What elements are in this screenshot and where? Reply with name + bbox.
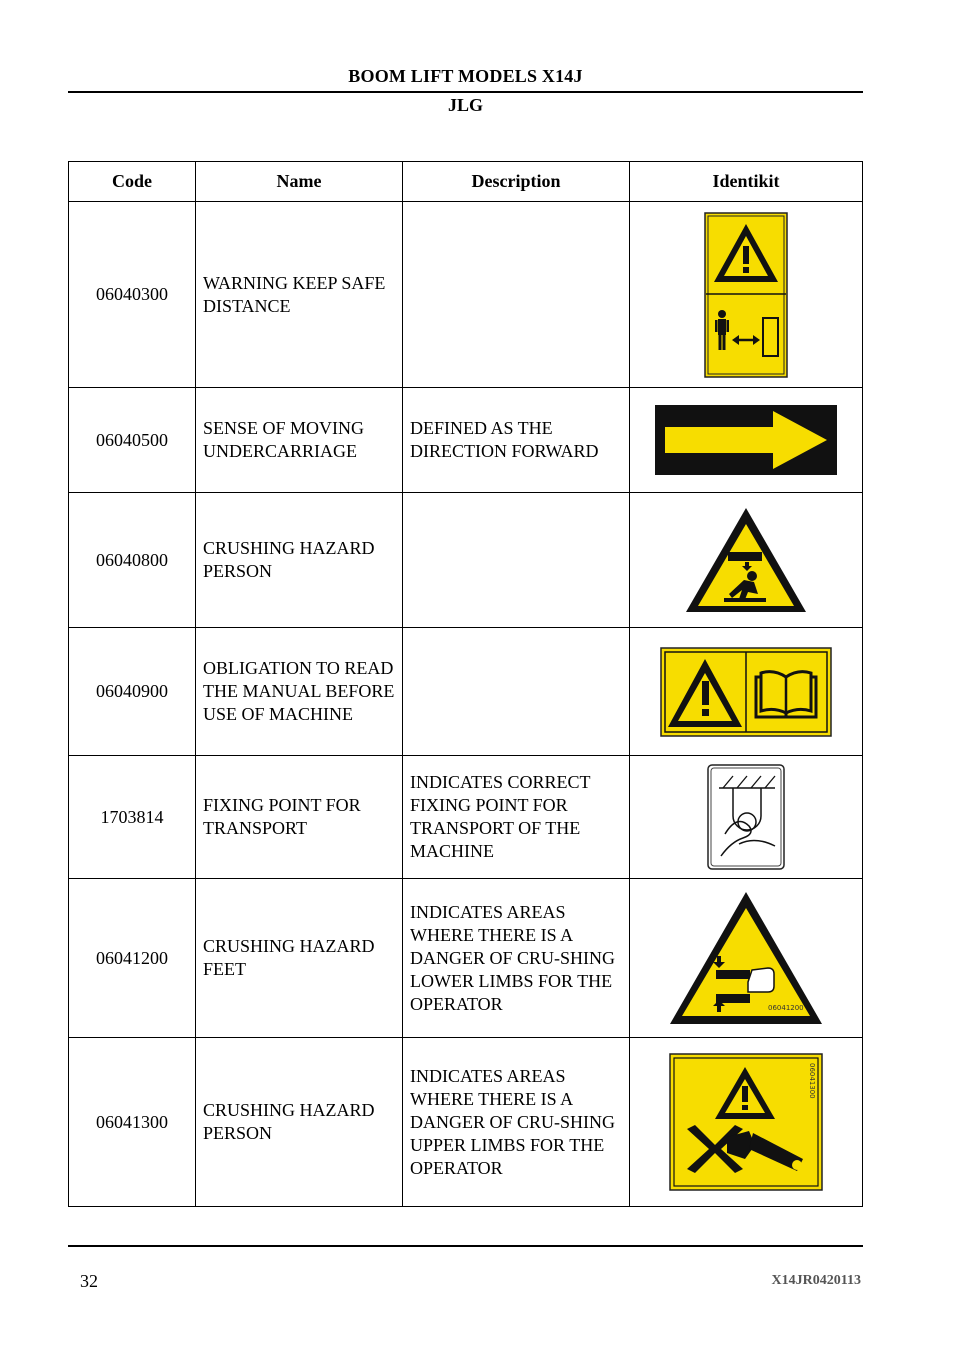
column-header-identikit: Identikit	[630, 162, 863, 202]
column-header-code: Code	[69, 162, 196, 202]
read-manual-decal-icon	[660, 647, 832, 737]
code-cell: 06041200	[69, 879, 196, 1038]
description-cell: DEFINED AS THE DIRECTION FORWARD	[403, 388, 630, 493]
decal-code-label: 06041200	[768, 1004, 804, 1012]
column-header-name: Name	[196, 162, 403, 202]
table-header-row	[69, 162, 863, 202]
table-row	[69, 493, 863, 628]
crushing-hands-decal-icon	[669, 1053, 823, 1191]
table-row	[69, 202, 863, 388]
name-cell: CRUSHING HAZARD FEET	[196, 879, 403, 1038]
description-cell: INDICATES AREAS WHERE THERE IS A DANGER OF CRU-SHING UPPER LIMBS FOR THE OPERATOR	[403, 1038, 630, 1207]
code-cell: 06040800	[69, 493, 196, 628]
name-cell: OBLIGATION TO READ THE MANUAL BEFORE USE OF MACHINE	[196, 628, 403, 756]
table-row	[69, 628, 863, 756]
column-header-description: Description	[403, 162, 630, 202]
brand-name: JLG	[447, 95, 483, 115]
crushing-feet-decal-icon	[668, 890, 824, 1026]
code-cell: 1703814	[69, 756, 196, 879]
name-cell: CRUSHING HAZARD PERSON	[196, 493, 403, 628]
name-cell: SENSE OF MOVING UNDERCARRIAGE	[196, 388, 403, 493]
direction-arrow-decal-icon	[655, 405, 837, 475]
description-cell	[403, 628, 630, 756]
page-title: BOOM LIFT MODELS X14J	[348, 66, 583, 86]
header-divider	[68, 91, 863, 93]
table-row	[69, 388, 863, 493]
crushing-person-decal-icon	[684, 506, 808, 614]
name-cell: CRUSHING HAZARD PERSON	[196, 1038, 403, 1207]
code-cell: 06040900	[69, 628, 196, 756]
decal-table	[68, 161, 863, 1207]
code-cell: 06041300	[69, 1038, 196, 1207]
table-row	[69, 879, 863, 1038]
code-cell: 06040500	[69, 388, 196, 493]
name-cell: FIXING POINT FOR TRANSPORT	[196, 756, 403, 879]
description-cell	[403, 493, 630, 628]
document-code: X14JR0420113	[771, 1273, 861, 1288]
table-row	[69, 756, 863, 879]
table-row	[69, 1038, 863, 1207]
page-number: 32	[80, 1271, 98, 1291]
footer-divider	[68, 1245, 863, 1247]
description-cell: INDICATES CORRECT FIXING POINT FOR TRANSPORT OF THE MACHINE	[403, 756, 630, 879]
warning-safe-distance-decal-icon	[704, 212, 788, 378]
description-cell: INDICATES AREAS WHERE THERE IS A DANGER OF CRU-SHING LOWER LIMBS FOR THE OPERATOR	[403, 879, 630, 1038]
decal-code-label: 06041300	[808, 1063, 816, 1099]
fixing-point-decal-icon	[707, 764, 785, 870]
name-cell: WARNING KEEP SAFE DISTANCE	[196, 202, 403, 388]
code-cell: 06040300	[69, 202, 196, 388]
description-cell	[403, 202, 630, 388]
